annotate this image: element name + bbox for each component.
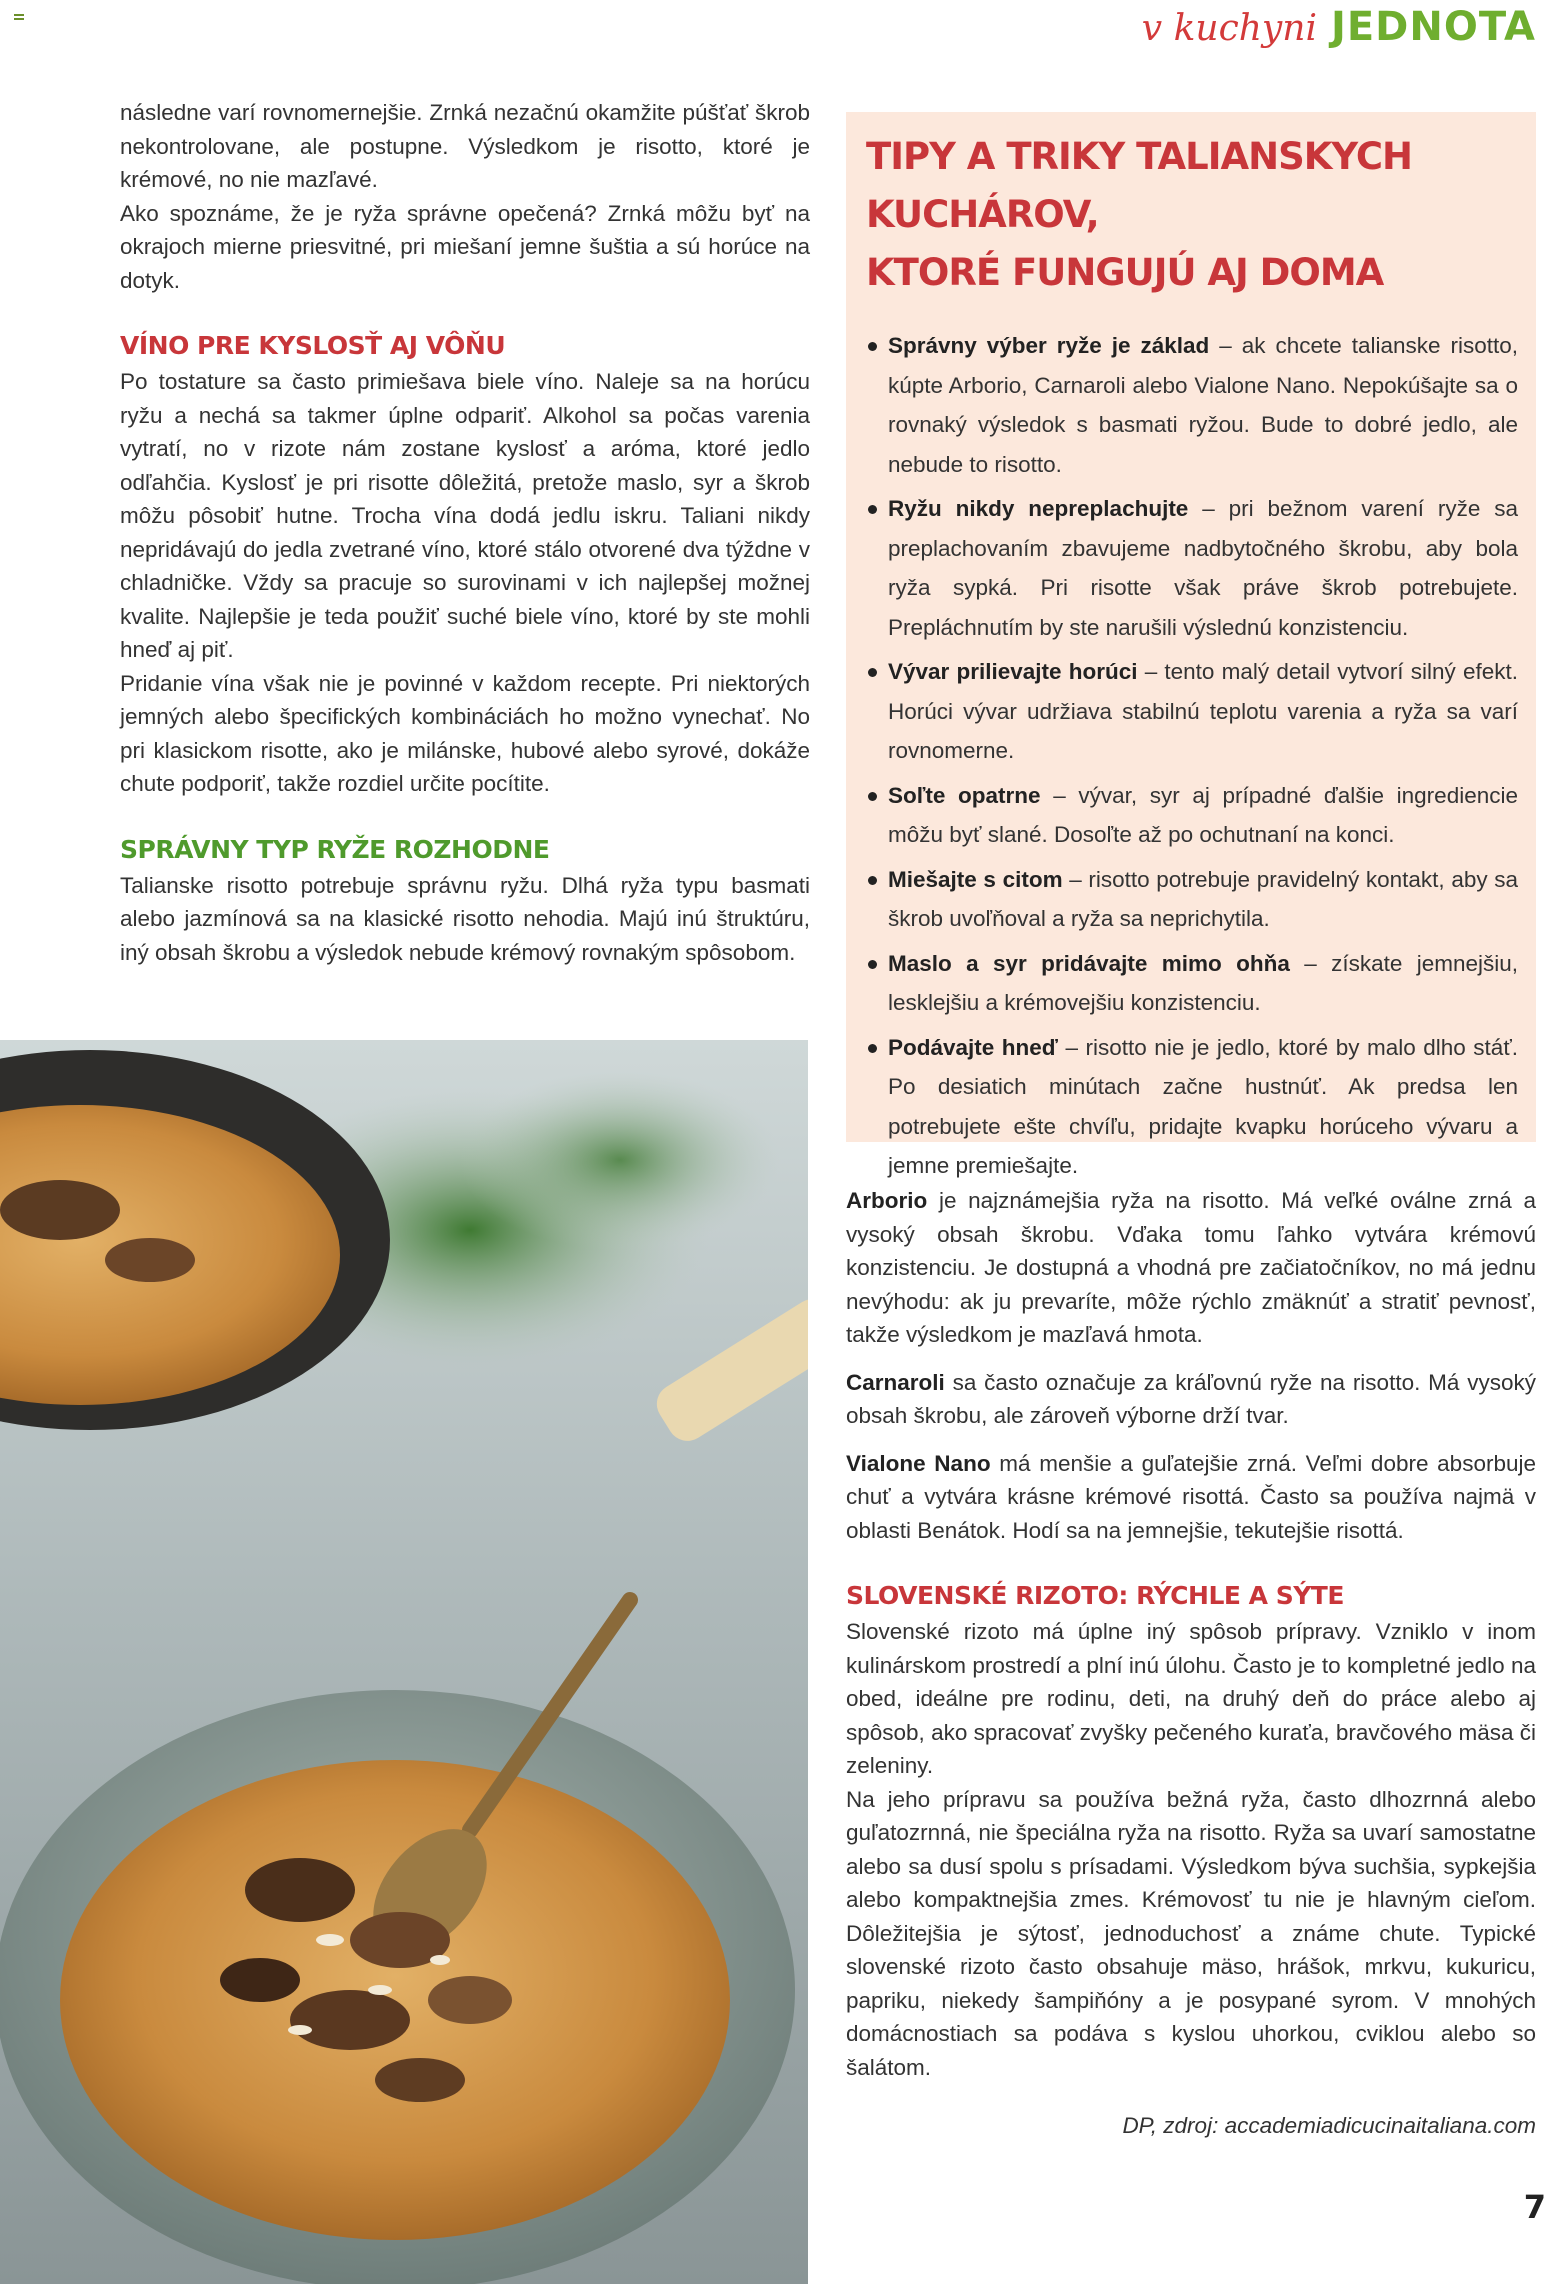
carnaroli-label: Carnaroli	[846, 1369, 945, 1395]
rice-heading: SPRÁVNY TYP RYŽE ROZHODNE	[120, 834, 550, 864]
tips-title-line-2: KTORÉ FUNGUJÚ AJ DOMA	[866, 251, 1384, 294]
tips-box	[846, 112, 1536, 1178]
tip-bold: Miešajte s citom	[888, 866, 1063, 892]
tip-bold: Soľte opatrne	[888, 782, 1041, 808]
slovak-paragraph-2: Na jeho prípravu sa používa bežná ryža, často dlhozrnná alebo guľatozrnná, nie špeciálna ryža na risotto. Ryža sa uvarí samostatne alebo sa dusí spolu s prísadami. Výsledkom býva suchšia, sypkejšia alebo kompaktnejšia zmes. Krémovosť tu nie je hlavným cieľom. Dôležitejšia je sýtosť, jednoduchosť a známe chute. Typické slovenské rizoto často obsahuje mäso, hrášok, mrkvu, kukuricu, papriku, niekedy šampiňóny a je posypané syrom. V mnohých domácnostiach sa podáva s kyslou uhorkou, cviklou alebo so šalátom.	[846, 1786, 1536, 2080]
vialone-paragraph	[846, 1447, 1536, 1548]
tips-title	[866, 128, 1518, 302]
tip-bold: Podávajte hneď	[888, 1034, 1058, 1060]
source-credit: DP, zdroj: accademiadicucinaitaliana.com	[1122, 2113, 1536, 2138]
arborio-label: Arborio	[846, 1188, 928, 1213]
tip-text: – pri bežnom varení ryže sa preplachovaním zbavujeme nadbytočného škrobu, aby bola ryža sypká. Pri risotte však práve škrob potrebujete. Prepláchnutím by ste narušili výslednú konzistenciu.	[888, 496, 1518, 640]
tip-item	[866, 1028, 1518, 1186]
tip-item	[866, 652, 1518, 771]
tips-title-line-1: TIPY A TRIKY TALIANSKYCH KUCHÁROV,	[866, 135, 1413, 236]
tips-list	[866, 326, 1518, 1186]
left-column	[120, 96, 810, 969]
page-number: 7	[1523, 2188, 1546, 2226]
arborio-text: je najznámejšia ryža na risotto. Má veľké oválne zrná a vysoký obsah škrobu. Vďaka tomu ľahko vytvára krémovú konzistenciu. Je dostupná a vhodná pre začiatočníkov, no má jednu nevýhodu: ak ju prevaríte, môže rýchlo zmäknúť a stratiť pevnosť, takže výsledkom je mazľavá hmota.	[846, 1188, 1536, 1347]
tip-item	[866, 860, 1518, 939]
wine-heading: VÍNO PRE KYSLOSŤ AJ VÔŇU	[120, 331, 506, 360]
tip-text: – risotto potrebuje pravidelný kontakt, aby sa škrob uvoľňoval a ryža sa neprichytila.	[888, 866, 1518, 931]
tip-bold: Vývar prilievajte horúci	[888, 659, 1138, 684]
rice-paragraph: Talianske risotto potrebuje správnu ryžu. Dlhá ryža typu basmati alebo jazmínová sa na klasické risotto nehodia. Majú inú štruktúru, iný obsah škrobu a výsledok nebude krémový rovnakým spôsobom.	[120, 872, 810, 965]
risotto-photo	[0, 1040, 808, 2284]
carnaroli-paragraph	[846, 1366, 1536, 1433]
brand-script: v kuchyni	[1141, 8, 1317, 49]
right-column	[846, 1184, 1536, 2084]
brand-logo	[1142, 4, 1536, 50]
vialone-label: Vialone Nano	[846, 1450, 991, 1476]
tip-text: – získate jemnejšiu, lesklejšiu a krémovejšiu konzistenciu.	[888, 950, 1518, 1015]
tip-item	[866, 489, 1518, 647]
tip-bold: Maslo a syr pridávajte mimo ohňa	[888, 950, 1290, 976]
slovak-paragraph-1: Slovenské rizoto má úplne iný spôsob prípravy. Vzniklo v inom kulinárskom prostredí a plní inú úlohu. Často je to kompletné jedlo na obed, ideálne pre rodinu, deti, na druhý deň do práce alebo aj spôsob, ako spracovať zvyšky pečeného kuraťa, bravčového mäsa či zeleniny.	[846, 1619, 1536, 1778]
tip-item	[866, 326, 1518, 484]
tip-item	[866, 776, 1518, 855]
tip-text: – tento malý detail vytvorí silný efekt. Horúci vývar udržiava stabilnú teplotu varenia a ryža sa varí rovnomerne.	[888, 659, 1518, 763]
arborio-paragraph	[846, 1184, 1536, 1352]
tip-bold: Správny výber ryže je základ	[888, 333, 1210, 358]
vialone-text: má menšie a guľatejšie zrná. Veľmi dobre absorbuje chuť a vytvára krásne krémové risottá. Často sa používa najmä v oblasti Benátok. Hodí sa na jemnejšie, tekutejšie risottá.	[846, 1450, 1536, 1543]
wine-paragraph-1: Po tostature sa často primiešava biele víno. Naleje sa na horúcu ryžu a nechá sa takmer úplne odpariť. Alkohol sa počas varenia vytratí, no v rizote nám zostane kyslosť a aróma, ktoré jedlo odľahčia. Kyslosť je pri risotte dôležitá, pretože maslo, syr a škrob môžu pôsobiť hutne. Trocha vína dodá jedlu iskru. Taliani nikdy nepridávajú do jedla zvetrané víno, ktoré stálo otvorené dva týždne v chladničke. Vždy sa pracuje so surovinami v ich najlepšej možnej kvalite. Najlepšie je teda použiť suché biele víno, ktoré by ste mohli hneď aj piť.	[120, 369, 810, 662]
intro-paragraph-2: Ako spoznáme, že je ryža správne opečená? Zrnká môžu byť na okrajoch mierne priesvitné, pri miešaní jemne šuštia a sú horúce na dotyk.	[120, 200, 810, 293]
tip-text: – risotto nie je jedlo, ktoré by malo dlho stáť. Po desiatich minútach začne hustnúť. Ak predsa len potrebujete ešte chvíľu, pridajte kvapku horúceho vývaru a jemne premiešajte.	[888, 1034, 1519, 1178]
tip-text: – ak chcete talianske risotto, kúpte Arborio, Carnaroli alebo Vialone Nano. Nepokúšajte sa o rovnaký výsledok s basmati ryžou. Bude to dobré jedlo, ale nebude to risotto.	[888, 333, 1518, 477]
slovak-heading: SLOVENSKÉ RIZOTO: RÝCHLE A SÝTE	[846, 1581, 1344, 1610]
intro-paragraph-1: následne varí rovnomernejšie. Zrnká nezačnú okamžite púšťať škrob nekontrolovane, ale postupne. Výsledkom je risotto, ktoré je krémové, no nie mazľavé.	[120, 100, 810, 192]
tip-item	[866, 944, 1518, 1023]
brand-word: JEDNOTA	[1330, 4, 1536, 50]
menu-icon[interactable]	[14, 14, 24, 22]
tip-bold: Ryžu nikdy nepreplachujte	[888, 496, 1189, 521]
tip-text: – vývar, syr aj prípadné ďalšie ingrediencie môžu byť slané. Dosoľte až po ochutnaní na konci.	[888, 782, 1518, 847]
wine-paragraph-2: Pridanie vína však nie je povinné v každom recepte. Pri niektorých jemných alebo špecifických kombináciách ho možno vynechať. No pri klasickom risotte, ako je milánske, hubové alebo syrové, dokáže chute podporiť, takže rozdiel určite pocítite.	[120, 670, 810, 796]
carnaroli-text: sa často označuje za kráľovnú ryže na risotto. Má vysoký obsah škrobu, ale zároveň výborne drží tvar.	[846, 1369, 1536, 1428]
